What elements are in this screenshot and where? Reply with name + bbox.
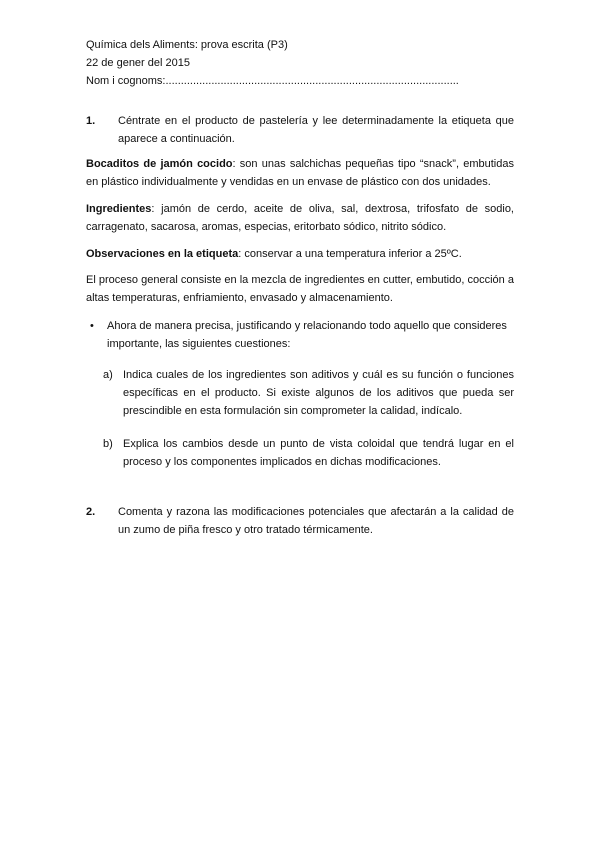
product-text: : son unas salchichas pequeñas tipo “snack”, embutidas en plástico individualmente y vendidas en un envase de plástico con dos unidades.	[86, 158, 514, 188]
question-2-number: 2.	[86, 506, 96, 518]
product-description	[86, 155, 514, 191]
product-label: Bocaditos de jamón cocido	[86, 158, 233, 170]
subquestion-a	[103, 366, 514, 420]
exam-date: 22 de gener del 2015	[86, 57, 190, 69]
name-field-line: Nom i cognoms:................................................................................................	[86, 75, 459, 87]
observations-paragraph	[86, 245, 514, 263]
observations-label: Observaciones en la etiqueta	[86, 248, 239, 260]
question-2-text: Comenta y razona las modificaciones potenciales que afectarán a la calidad de un zumo de piña fresco y otro tratado térmicamente.	[118, 506, 514, 536]
subquestion-b	[103, 435, 514, 471]
ingredients-text: : jamón de cerdo, aceite de oliva, sal, dextrosa, trifosfato de sodio, carragenato, sacarosa, aromas, especias, eritorbato sódico, nitrito sódico.	[86, 203, 514, 233]
question-1-number: 1.	[86, 115, 96, 127]
subquestion-b-mark: b)	[103, 438, 113, 450]
exam-header	[86, 36, 526, 90]
bullet-mark: •	[90, 320, 94, 332]
ingredients-paragraph	[86, 200, 514, 236]
course-title: Química dels Aliments: prova escrita (P3)	[86, 39, 288, 51]
question-1	[86, 112, 514, 148]
ingredients-label: Ingredientes	[86, 203, 152, 215]
process-paragraph: El proceso general consiste en la mezcla de ingredientes en cutter, embutido, cocción a altas temperaturas, enfriamiento, envasado y almacenamiento.	[86, 274, 514, 304]
question-2	[86, 503, 514, 539]
instruction-item	[86, 317, 514, 353]
subquestion-a-mark: a)	[103, 369, 113, 381]
instruction-text: Ahora de manera precisa, justificando y relacionando todo aquello que consideres importante, las siguientes cuestiones:	[107, 320, 507, 350]
observations-text: : conservar a una temperatura inferior a 25ºC.	[238, 248, 462, 260]
question-1-text: Céntrate en el producto de pastelería y lee determinadamente la etiqueta que aparece a continuación.	[118, 115, 514, 145]
subquestion-a-text: Indica cuales de los ingredientes son aditivos y cuál es su función o funciones específicas en el producto. Si existe algunos de los aditivos que pueda ser prescindible en esta formulación sin comprometer la calidad, indícalo.	[123, 369, 514, 417]
subquestion-b-text: Explica los cambios desde un punto de vista coloidal que tendrá lugar en el proceso y los componentes implicados en dichas modificaciones.	[123, 438, 514, 468]
